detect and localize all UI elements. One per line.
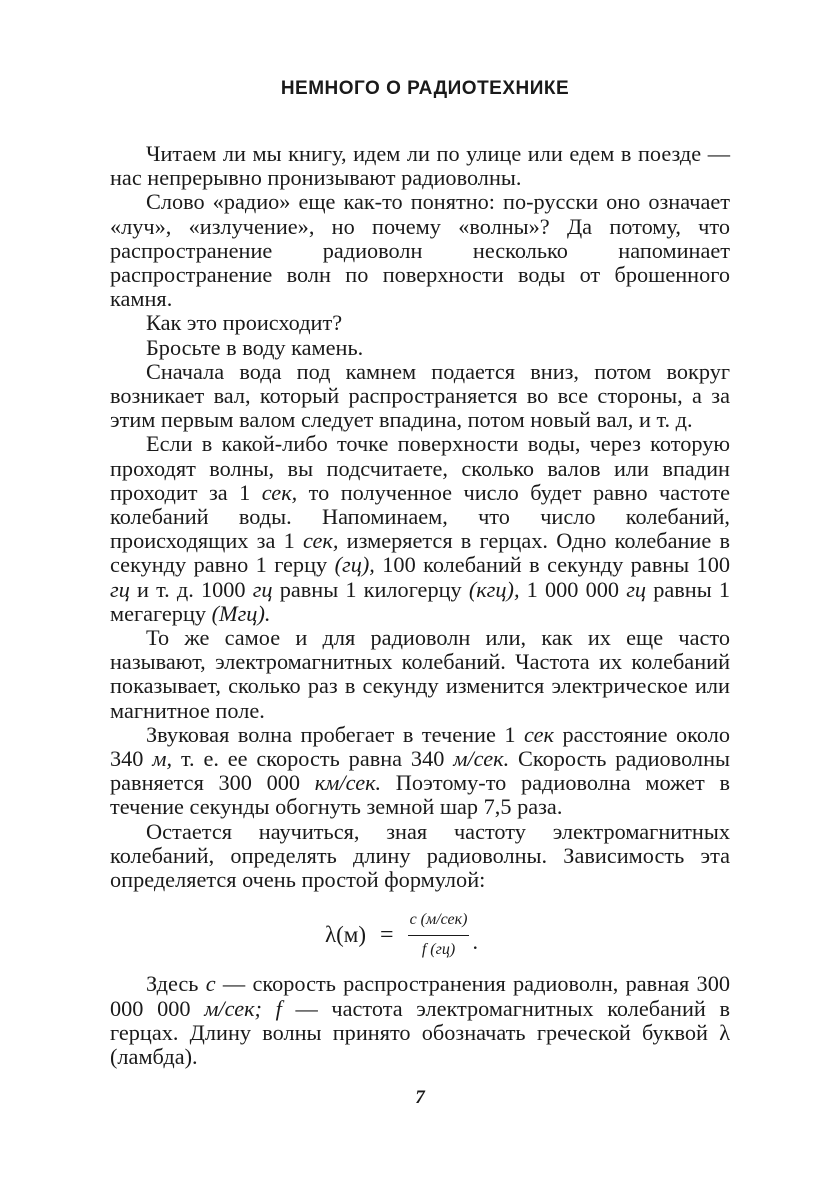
text-run: то полученное число будет равно частоте колебаний воды. Напоминаем, что число колебаний, происходящих за 1 bbox=[110, 479, 731, 554]
paragraph-6 bbox=[110, 432, 730, 626]
formula-fraction bbox=[408, 908, 470, 961]
variable: f bbox=[275, 995, 282, 1021]
paragraph-4: Бросьте в воду камень. bbox=[146, 334, 364, 360]
paragraph-5: Сначала вода под камнем подается вниз, потом вокруг возникает вал, который распространяется во все стороны, а за этим первым валом следует впадина, потом новый вал, и т. д. bbox=[110, 358, 730, 433]
formula-denominator: f (гц) bbox=[421, 940, 456, 958]
text-run: равны 1 килогерцу bbox=[272, 576, 469, 602]
paragraph-2: Слово «радио» еще как-то понятно: по-русски оно означает «луч», «излучение», но почему «волны»? Да потому, что распространение радиоволн несколько напоминает распространение волн по поверхности воды от брошенного камня. bbox=[110, 189, 730, 312]
unit: сек, bbox=[302, 528, 339, 554]
text-run: 1 000 000 bbox=[519, 576, 627, 602]
unit: сек, bbox=[261, 479, 298, 505]
paragraph-7: То же самое и для радиоволн или, как их еще часто называют, электромагнитных колебаний. Частота их колебаний показывает, сколько раз в секунду изменится электрическое или магнитное поле. bbox=[110, 625, 730, 723]
text-run bbox=[262, 996, 276, 1021]
unit: гц bbox=[626, 576, 647, 602]
formula-end: . bbox=[472, 928, 478, 954]
text-run: Здесь bbox=[146, 971, 206, 997]
unit: м/сек. bbox=[453, 746, 510, 772]
text-run: расстояние около 340 bbox=[110, 721, 730, 772]
page-number: 7 bbox=[415, 1087, 425, 1108]
text-run: и т. д. 1000 bbox=[129, 576, 253, 602]
text-run: Поэтому-то радиоволна может в течение секунды обогнуть земной шар 7,5 раза. bbox=[110, 770, 730, 820]
unit: гц bbox=[252, 576, 273, 602]
formula-numerator: с (м/сек) bbox=[408, 908, 470, 935]
unit: сек bbox=[524, 721, 554, 747]
paragraph-3: Как это происходит? bbox=[146, 310, 343, 336]
text-run: Звуковая волна пробегает в течение 1 bbox=[146, 721, 525, 747]
variable: с bbox=[205, 971, 216, 997]
unit: м, bbox=[152, 746, 173, 772]
unit: (гц), bbox=[334, 552, 375, 578]
text-run: измеряется в герцах. Одно колебание в секунду равно 1 герцу bbox=[110, 528, 730, 578]
text-run: т. е. ее скорость равна 340 bbox=[172, 746, 454, 772]
unit: гц bbox=[110, 576, 130, 602]
paragraph-9: Остается научиться, зная частоту электромагнитных колебаний, определять длину радиоволны. Зависимость эта определяется очень простой формулой: bbox=[110, 818, 730, 893]
page-content bbox=[110, 78, 730, 1069]
unit: км/сек. bbox=[314, 770, 382, 796]
text-run: равны 1 мегагерцу bbox=[110, 576, 730, 626]
body-text bbox=[110, 142, 730, 1069]
text-run: — скорость распространения радиоволн, равная 300 000 000 bbox=[110, 971, 730, 1021]
text-run: — частота электромагнитных колебаний в герцах. Длину волны принято обозначать греческой буквой λ (ламбда). bbox=[110, 995, 731, 1069]
page-heading: НЕМНОГО О РАДИОТЕХНИКЕ bbox=[280, 78, 570, 99]
unit: (Мгц). bbox=[211, 600, 271, 626]
text-run: Если в какой-либо точке поверхности воды, через которую проходят волны, вы подсчитаете, сколько валов или впадин проходит за 1 bbox=[110, 431, 730, 505]
text-run: Скорость радиоволны равняется 300 000 bbox=[110, 746, 730, 796]
formula-equals: = bbox=[380, 921, 394, 948]
paragraph-1: Читаем ли мы книгу, идем ли по улице или едем в поезде — нас непрерывно пронизывают радиоволны. bbox=[110, 141, 730, 191]
wavelength-formula bbox=[110, 892, 730, 972]
paragraph-10 bbox=[110, 972, 730, 1069]
unit: м/сек; bbox=[204, 995, 262, 1021]
text-run: 100 колебаний в секунду равны 100 bbox=[374, 552, 730, 578]
unit: (кгц), bbox=[468, 576, 520, 602]
formula-lhs: λ(м) bbox=[325, 921, 367, 947]
paragraph-8 bbox=[110, 723, 730, 820]
